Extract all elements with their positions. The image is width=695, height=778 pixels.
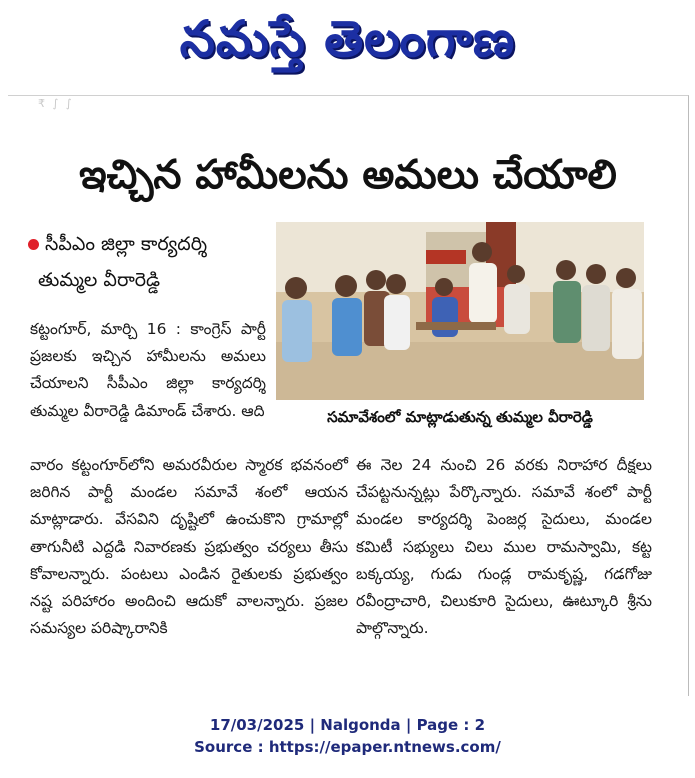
source-footer: [0, 714, 695, 758]
article-body-right: [356, 452, 652, 642]
subhead-line-2: తుమ్మల వీరారెడ్డి: [38, 269, 161, 291]
subhead-line-1: సీపీఎం జిల్లా కార్యదర్శి: [45, 233, 208, 255]
article-photo: [276, 222, 644, 400]
article-subhead: [28, 226, 273, 298]
bullet-icon: [28, 239, 39, 250]
photo-caption: సమావేశంలో మాట్లాడుతున్న తుమ్మల వీరారెడ్డి: [327, 408, 593, 426]
source-link[interactable]: Source : https://epaper.ntnews.com/: [194, 738, 501, 756]
news-clipping: [8, 95, 689, 696]
article-body-left-bottom: [30, 452, 348, 642]
article-body-left-top: [30, 316, 266, 425]
newspaper-logo: నమస్తే తెలంగాణ: [179, 9, 516, 68]
body-paragraph: వారం కట్టంగూర్‌లోని అమరవీరుల స్మారక భవనంలో జరిగిన పార్టీ మండల సమావే శంలో ఆయన మాట్లాడారు. వేసవిని దృష్టిలో ఉంచుకొని గ్రామాల్లో తాగునీటి ఎద్దడి నివారణకు ప్రభుత్వం చర్యలు తీసు కోవాలన్నారు. పంటలు ఎండిన రైతులకు ప్రభుత్వం నష్ట పరిహారం అందించి ఆదుకో వాలన్నారు. ప్రజల సమస్యల పరిష్కారానికి: [30, 456, 348, 638]
body-paragraph: కట్టంగూర్, మార్చి 16 : కాంగ్రెస్ పార్టీ ప్రజలకు ఇచ్చిన హామీలను అమలు చేయాలని సీపీఎం జిల్లా కార్యదర్శి తుమ్మల వీరారెడ్డి డిమాండ్ చేశారు. ఆది: [30, 320, 266, 420]
faded-header-text: ₹ ∫ ∫: [38, 97, 74, 110]
body-paragraph: ఈ నెల 24 నుంచి 26 వరకు నిరాహార దీక్షలు చేపట్టనున్నట్లు పేర్కొన్నారు. సమావే శంలో పార్టీ మండల కార్యదర్శి పెంజర్ల సైదులు, మండల కమిటీ సభ్యులు చిలు ముల రామస్వామి, కట్ట బక్కయ్య, గుడు గుండ్ల రామకృష్ణ, గడగోజు రవీంద్రాచారి, చిలుకూరి సైదులు, ఊట్కూరి శ్రీను పాల్గొన్నారు.: [356, 456, 652, 638]
meeting-photo-illustration: [276, 222, 644, 400]
edition-info: 17/03/2025 | Nalgonda | Page : 2: [209, 716, 486, 734]
masthead: [0, 4, 695, 76]
article-headline: ఇచ్చిన హామీలను అమలు చేయాలి: [79, 152, 617, 198]
